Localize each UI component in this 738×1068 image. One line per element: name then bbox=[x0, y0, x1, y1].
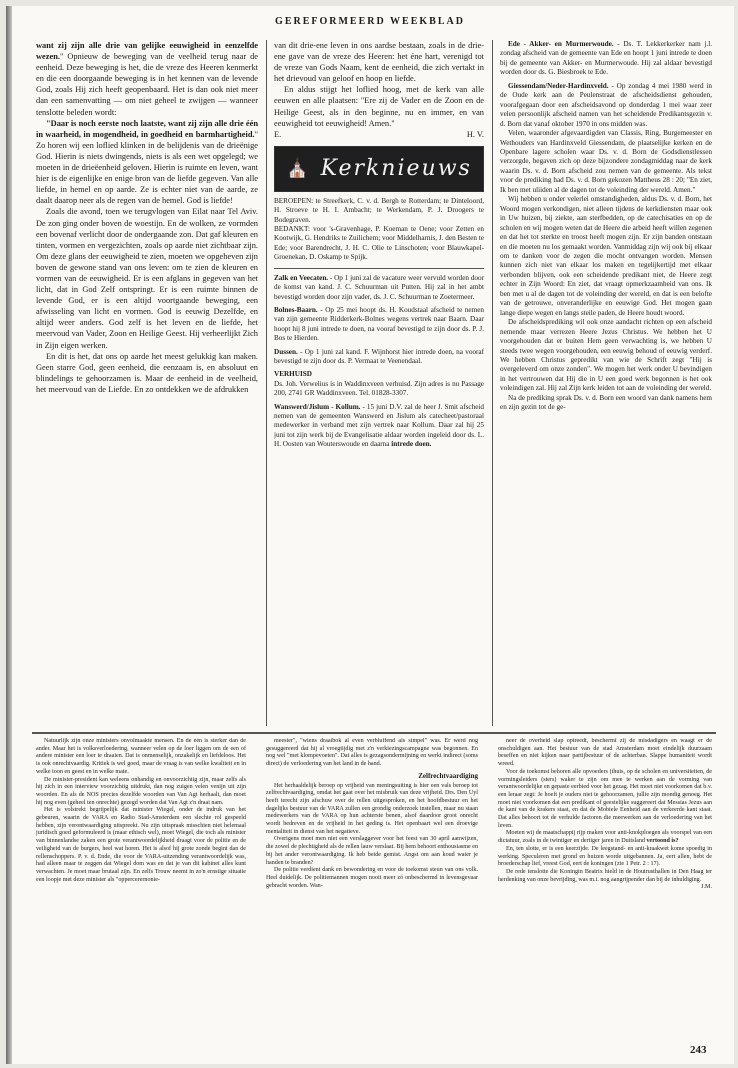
left-p2-text: " Zo horen wij een loflied klinken in de belijdenis van de drieënige God. Hierin is niets dwingends, niets is als een wet opgelegd; we moeten in de drieëenheid geloven. Hierin is ruimte en leven, want hier is de eigenlijke en enige bron van de liefde gegeven. Van alle liefde, in hemel en op aarde. Ze is echter niet van de aarde, ze daalt daarop neer als de regen van de hemel. God is liefde! bbox=[36, 129, 258, 206]
page-number: 243 bbox=[690, 1044, 707, 1056]
column-rule-1 bbox=[266, 40, 267, 726]
verhuisd-heading: VERHUISD bbox=[274, 370, 312, 379]
bottom-c1-p2: De minister-president kan weleens onhandig en onvoorzichtig zijn, maar zelfs als hij zich in een interview voorzichtig uitdrukt, dan nog zuigen velen venijn uit zijn woorden. En als de NOS precies dezelfde woorden van Van Agt herhaalt, dan moet hij nog even (geheel ten onrechte) gezegd worden dat Van Agt z'n draai nam. bbox=[36, 776, 246, 806]
bottom-column-3 bbox=[498, 738, 712, 1038]
running-head: GEREFORMEERD WEEKBLAD bbox=[275, 16, 465, 27]
ede-text: - Ds. T. Lekkerkerker nam j.l. zondag afscheid van de gemeente van Ede en hoopt 1 juni intrede te doen bij de gemeente van Akker- en Murmerwoude. Hij zal aldaar bevestigd worden door ds. G. Biesbroek te Ede. bbox=[500, 40, 712, 77]
page bbox=[6, 6, 734, 1064]
column-rule-2 bbox=[492, 40, 493, 726]
left-p1-text: " Opnieuw de beweging van de veelheid terug naar de eenheid. Deze beweging is het, die de vreze des Heeren kenmerkt en die een doorgaande beweging is in het kennen van de levende God, zoals Hij zich heeft geopenbaard. Het is dan ook niet meer dan een samenvatting — om niet geheel te zwijgen — wanneer tenslotte beleden wordt: bbox=[36, 52, 258, 117]
news-items bbox=[274, 274, 484, 450]
right-p4: De afscheidsprediking wil ook onze aandacht richten op een afscheid nemende maar verrezen Heere Jezus Christus. We hebben het U voorgehouden dat er buiten Hem geen verwachting is, we hebben U steeds twee wegen voorgehouden, een eeuwig behoud of eeuwig verderf. We hebben Christus gepredikt van wie de Schrift zegt "Hij is overgeleverd om onze zonden". We mogen het werk onder U bevindigen in het vertrouwen dat Hij die in U een goed werk begonnen is het ook voleindigen zal. Hij zal Zijn kerk leiden tot aan de voleinding der wereld. bbox=[500, 318, 712, 393]
kerknieuws-banner bbox=[274, 146, 484, 192]
bolnes-heading: Bolnes-Baarn. bbox=[274, 305, 318, 314]
signature-line bbox=[274, 129, 484, 140]
scan-edge-shadow bbox=[6, 6, 12, 1064]
bottom-c1-p1: Natuurlijk zijn onze ministers onvolmaakte mensen. En de één is sterker dan de ander. Maar het is volksverloedering, wanneer velen op de loer liggen om de een of andere minister een loer te draaien. Dat is onmenselijk, onzakelijk en liefdeloos. Het is ook onrechtvaardig. Kritiek is wel goed, maar de vraag is van welke kwaliteit en in welke toon en geest en in welke mate. bbox=[36, 738, 246, 775]
right-column bbox=[500, 40, 712, 726]
left-p3: Zoals die avond, toen we terugvlogen van Eilat naar Tel Aviv. De zon ging onder boven de woestijn. En de wolken, ze vormden een bovenaf verlicht door de ondergaande zon. Dat gaf kleuren en tinten, vormen en vergezichten, zoals op aarde niet zichtbaar zijn. Om deze glans der eeuwigheid te zien, moeten we opgeheven zijn boven de gewone stand van ons leven: om te zien de kleuren en vormen van de eeuwigheid. Er is een afglans in gegeven van het licht, dat in God Zelf ontspringt. Er is een ruimte binnen de levende God, er is een altijd voortgaande beweging, een afwisseling van licht en vormen. God is eeuwig Dezelfde, en altijd weer anders. God zelf is het leven en de liefde, het meervoud van Vader, Zoon en Heilige Geest. Hij verheerlijkt Zich in Zijn eigen werken. bbox=[36, 207, 258, 350]
zalk-text: - Op 1 juni zal de vacature weer vervuld worden door de komst van kand. J. C. Schuurman uit Putten. Hij zal in het ambt bevestigd worden door zijn vader, ds. J. C. Schuurman te Zoetermeer. bbox=[274, 273, 484, 301]
wanswerd-heading: Wanswerd/Jislum - Kollum. bbox=[274, 402, 361, 411]
bottom-signature: J.M. bbox=[701, 884, 712, 891]
beroepen-text: BEROEPEN: te Streefkerk, C. v. d. Bergh te Rotterdam; te Dinteloord, H. Stroeve te H. I. Ambacht; te Werkendam, P. J. Droogers te Bodegraven. bbox=[274, 196, 484, 224]
bottom-c3-p2: Voor de toekomst behoren alle opvoeders (thuis, op de scholen en universiteiten, de vormingsleiders (sters) waker te zijn om mee te werken aan de vorming van verantwoordelijke en gepaste eerbied voor het gezag. Het moet niet voorkomen dat b.v. een leraar zegt: Je hoeft je ouders niet te gehoorzamen, jullie zijn mondig genoeg. Het moet niet voorkomen dat een predikant of geestelijke suggereert dat Messias Jezus aan de kant van de krakers staat, en dat de Mobiele Eenheid aan de verkeerde kant staat. Dat alles behoort tot de verhulde factoren die meewerken aan de verloedering van het leven. bbox=[498, 768, 712, 829]
right-p2: Velen, waaronder afgevaardigden van Classis, Ring, Burgemeester en Wethouders van Hardinxveld Giessendam, de plaatselijke kerken en de Openbare lagere scholen waar Ds. v. d. Born de Godsdienstlessen verzorgde, begaven zich op deze bijzondere zondagmiddag naar de kerk waarin Ds. v. d. Born afscheid zou nemen van de gemeente. Als tekst voor de prediking had Ds. v. d. Born gekozen Mattheus 28 : 20; "En ziet, Ik ben met uliiden al de dagen tot de voleinding der wereld. Amen." bbox=[500, 129, 712, 194]
zelfrechtvaardiging-heading: Zelfrechtvaardiging bbox=[418, 771, 478, 780]
left-column bbox=[36, 40, 258, 726]
beroepen-block bbox=[274, 197, 484, 263]
bottom-c3-p4: En, ten slotte, er is een keerzijde. De leegstand- en anti-kraakwet kome spoedig in werking. Speculeren met grond en huizen worde uitgebannen. Ja, eert allen, hebt de broederschap lief, vreest God, eert de koningen (zie 1 Petr. 2 : 17). bbox=[498, 845, 712, 868]
bedankt-text: BEDANKT: voor 's-Gravenhage, P. Koeman te Oene; voor Zetten en Kootwijk, G. Hendriks te Zuilichem; voor Middelharnis, J. den Besten te Ede; voor Barendrecht, J. H. C. Olie te Linschoten; voor Blauwkapel-Groenekan, D. Oskamp te Spijk. bbox=[274, 225, 484, 262]
middle-column bbox=[274, 40, 484, 726]
right-p3: Wij hebben u onder velerlei omstandigheden, aldus Ds. v. d. Born, het Woord mogen verkondigen, niet alleen tijdens de kerkdiensten maar ook in Uw huizen, bij ziekte, aan sterfbedden, op de catechisaties en op de scholen en wij mogen weten dat de Heere die arbeid heeft willen zegenen en dat het tot sterkte en troost heeft mogen zijn. Er zijn banden ontstaan en die moeten nu los gemaakt worden. Vanmiddag zijn wij ook bij elkaar om te danken voor de zegen die mocht ontvangen worden. Mensen kunnen zich niet van elkaar los maken en tegelijkertijd met elkaar verbonden blijven, ook een scheidende predikant niet, de Heere zegt echter in Zijn Woord: En ziet, dat vraagt opmerkzaamheid van ons. Ik ben met u al de dagen tot de voleinding der wereld, en dat is een belofte van de getrouwe, onveranderlijke en eeuwige God. Het mogen gaan lange diepe wegen en langs steile paden, de Heere houdt woord. bbox=[500, 195, 712, 317]
left-quote-bold: "Daar is noch eerste noch laatste, want zij zijn alle drie één in waarheid, in mogendheid, in goedheid en barmhartigheid. bbox=[36, 118, 258, 139]
bottom-c2-p3: Overigens moet men niet een verslaggever voor het feest van 30 april aanwijzen, die zowel de plechtigheid als de rellen lauw verslaat. Bij hem behoort enthousiasme en bij het ander verontwaardiging. Ik heb beide gemist. Angst om aan koud water je handen te branden? bbox=[266, 836, 478, 866]
signature-right: H. V. bbox=[466, 129, 484, 139]
wanswerd-text: - 15 juni D.V. zal de heer J. Smit afscheid nemen van de gemeenten Wanswerd en Jislum als catecheet/pastoraal medewerker in verband met zijn vertrek naar Kollum. Daar zal hij 25 juni tot zijn werk bij de Evangelisatie aldaar worden ingeleid door ds. L. H. Oosten van Wouterswoude en daarna bbox=[274, 402, 484, 449]
middle-p2: En aldus stijgt het loflied hoog, met de kerk van alle eeuwen en alle plaatsen: "Ere zij de Vader en de Zoon en de Heilige Geest, als in den beginne, nu en immer, en van eeuwigheid tot eeuwigheid! Amen." bbox=[274, 85, 484, 128]
bottom-c2-p2: Het herhaaldelijk beroep op vrijheid van meningsuiting is hier een vals beroep tot zelfrechtvaardiging, omdat het gaat over het misbruik van deze vrijheid. Drs. Den Uyl heeft terecht zijn afschuw over de rellen uitgesproken, en het hoofdbestuur en het dagelijks bestuur van de VARA zullen een grondig onderzoek instellen, maar nu staan medewerkers van de VARA op hun achterste benen, alsof daardoor groot onrecht wordt bedreven en de vrijheid in het geding is. Het openbaart wel een droevige mentaliteit in dienst van het negatieve. bbox=[266, 782, 478, 835]
kerknieuws-title: Kerknieuws bbox=[320, 156, 472, 182]
bottom-c1-p3: Het is volstrekt begrijpelijk dat minister Wiegel, onder de indruk van het gebeuren, waarin de VARA en Radio Stad-Amsterdam een slechte rol gespeeld hebben, zijn verontwaardiging uitspreekt. Nu zijn uitspraak misschien niet helemaal juridisch goed geformuleerd is (maar ethisch wel), moet Wiegel, die toch als minister van binnenlandse zaken een grote verantwoordelijkheid draagt voor de politie en de veiligheid van de burgers, heel wat horen. Het is alsof hij grote zonde begint dan de rellenschoppers. P. v. d. Ende, die voor de VARA-uitzending verantwoordelijk was, had alleen maar te zeggen dat Wiegel dom was en dat je van dit kabinet alles kunt verwachten. Je moet maar brutaal zijn. En zelfs Trouw neemt in zo'n ernstige situatie een loopje met deze minister als "oppercerernonie- bbox=[36, 807, 246, 883]
left-p4: En dit is het, dat ons op aarde het meest gelukkig kan maken. Geen starre God, geen eenheid, die eenzaam is, en absoluut en blindelings te gehoorzamen is. Maar de eenheid in de veelheid, het meervoud van de Liefde. En zo ontdekken we de afdrukken bbox=[36, 351, 258, 394]
ede-heading: Ede - Akker- en Murmerwoude. bbox=[508, 40, 614, 48]
dussen-text: - Op 1 juni zal kand. F. Wijnhorst hier intrede doen, na vooraf bevestigd te zijn door ds. P. Vermaat te Veenendaal. bbox=[274, 347, 484, 365]
wanswerd-tail: intrede doen. bbox=[391, 440, 432, 449]
left-p1-bold: want zij zijn alle drie van gelijke eeuwigheid in eenzelfde wezen. bbox=[36, 41, 258, 62]
dussen-heading: Dussen. bbox=[274, 347, 298, 356]
bottom-c3-p3-bold: vertoond is? bbox=[646, 838, 679, 845]
bolnes-text: - Op 25 mei hoopt ds. H. Koudstaal afscheid te nemen van zijn gemeente Ridderkerk-Bolnes wegens vertrek naar Baarn. Daar hoopt hij 8 juni intrede te doen, na vooraf bevestigd te zijn door ds. P. J. Bos te Hierden. bbox=[274, 305, 484, 343]
right-p5: Na de prediking sprak Ds. v. d. Born een woord van dank namens hem en zijn gezin tot de ge- bbox=[500, 393, 712, 412]
bottom-c3-p3: Moeten wij de maatschappij rijp maken voor anti-knokploegen als voorspel van een dictatuur, zoals in de twintiger en dertiger jaren in Duitsland bbox=[498, 830, 712, 845]
middle-p1: van dit drie-ene leven in ons aardse bestaan, zoals in de drie-ene gave van de vreze des Heeren: het éne hart, verenigd tot de vreze van Gods Naam, kent de eenheid, die zich vertakt in het drievoud van geloof en hoop en liefde. bbox=[274, 41, 484, 84]
section-divider bbox=[32, 732, 716, 734]
verhuisd-text: Ds. Joh. Verwelius is in Waddinxveen verhuisd. Zijn adres is nu Passage 200, 2741 GR Waddinxveen. Tel. 01828-3307. bbox=[274, 379, 484, 398]
bottom-c3-p1: neer de overheid slap optreedt, beschermt zij de misdadigers en waagt er de onschuldigen aan. Het bestuur van de stad Amsterdam moet eindelijk duurzaam beseffen en niet kijken naar partijbestuur of de achterban. Slappe humaniteit wordt wreed. bbox=[498, 738, 712, 768]
church-icon: ⛪ bbox=[286, 158, 311, 180]
news-divider bbox=[274, 268, 484, 269]
bottom-c2-p4: De politie verdient dank en bewondering en voor de toekomst steun van ons volk. Heel duidelijk. De politiemannen mogen nooit meer zó onbeschermd in levensgevaar gebracht worden. Wan- bbox=[266, 867, 478, 889]
zalk-heading: Zalk en Veecaten. bbox=[274, 273, 329, 282]
bottom-c2-p1: meester", "wiens draaibok al even verbluffend als simpel" was. Er werd nog gesuggereerd dat hij al vroegtijdig met z'n verkiezingscampagne was begonnen. En nog wel "met klompevoeten". Dat alles is gezagsondermijning en werkt indirect (soms direct) de verloedering van het land in de hand. bbox=[266, 738, 478, 768]
giessendam-text: - Op zondag 4 mei 1980 werd in de Oude kerk aan de Peulenstraat de afscheidsdienst gehouden, voorafgegaan door een afscheidsavond op donderdag 1 mei waar zeer velen persoonlijk afscheid namen van het scheidende Predikantsgezin v. d. Born dat vanaf oktober 1970 in ons midden was. bbox=[500, 81, 712, 128]
signature-left: E. bbox=[274, 129, 282, 139]
bottom-column-1 bbox=[36, 738, 246, 1038]
giessendam-heading: Giessendam/Neder-Hardinxveld. bbox=[508, 81, 609, 90]
bottom-c3-p5: De rede tenslotte die Koningin Beatrix hield in de Houtrusthallen in Den Haag ter herdenking van onze bevrijding, was m.i. nog aangrijpender dan bij de inhuldiging. bbox=[498, 868, 712, 883]
bottom-column-2 bbox=[266, 738, 478, 1038]
